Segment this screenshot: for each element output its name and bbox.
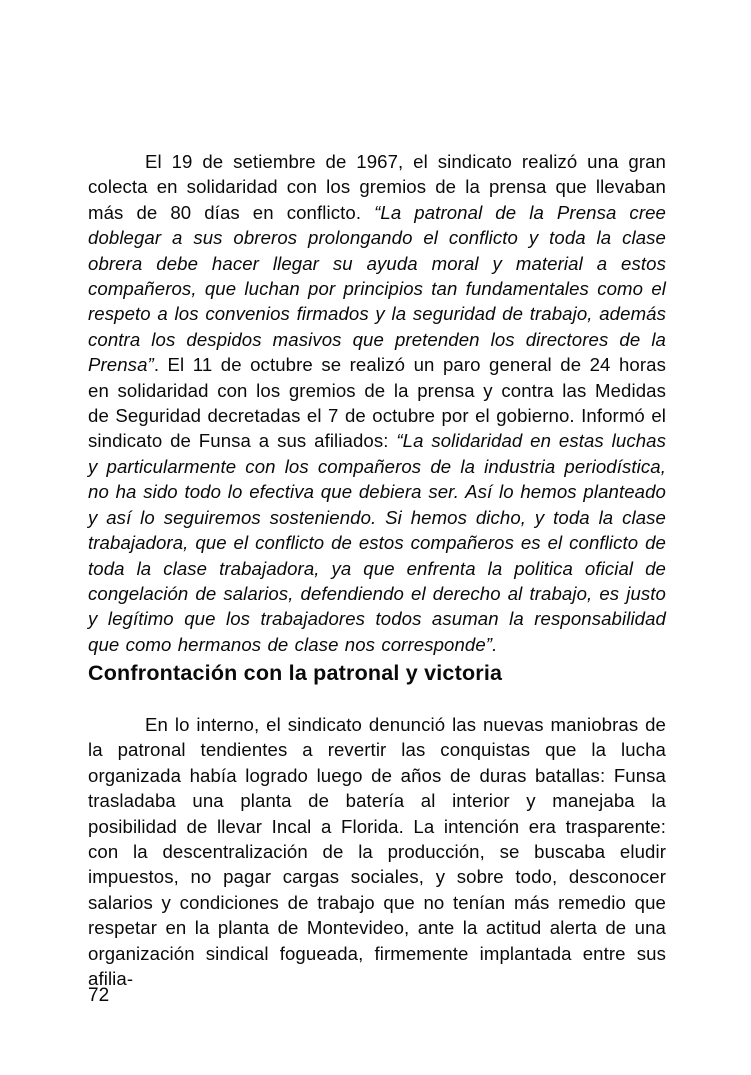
text-segment-normal: . El 11 de octubre se realizó un paro general de 24 horas en solidaridad con los gremios de la prensa y contra las Medidas de Seguridad decretadas el 7 de octubre por el gobierno. Informó el sindicato de Funsa a sus afiliados:: [88, 354, 666, 452]
text-segment-normal: El 19 de setiembre de 1967, el sindicato realizó una gran colecta en solidaridad con los gremios de la prensa que llevaban más de 80 días en conflicto.: [88, 151, 666, 223]
text-segment-italic: “La patronal de la Prensa cree doblegar a sus obreros prolongando el conflicto y toda la clase obrera debe hacer llegar su ayuda moral y material a estos compañeros, que luchan por principios tan fundamentales como el respeto a los convenios firmados y la seguridad de trabajo, además contra los despidos masivos que pretenden los directores de la Prensa”: [88, 201, 667, 376]
paragraph-solidarity-campaign: [88, 149, 666, 657]
text-segment-italic: “La solidaridad en estas luchas y particularmente con los compañeros de la industria periodística, no ha sido todo lo efectiva que debiera ser. Así lo hemos planteado y así lo seguiremos sosteniendo. Si hemos dicho, y toda la clase trabajadora, que el conflicto de estos compañeros es el conflicto de toda la clase trabajadora, ya que enfrenta la politica oficial de congelación de salarios, defendiendo el derecho al trabajo, es justo y legítimo que los trabajadores todos asuman la responsabilidad que como hermanos de clase nos corresponde”.: [88, 430, 666, 655]
paragraph-confrontation: En lo interno, el sindicato denunció las nuevas maniobras de la patronal tendientes a revertir las conquistas que la lucha organizada había logrado luego de años de duras batallas: Funsa trasladaba una planta de batería al interior y manejaba la posibilidad de llevar Incal a Florida. La intención era trasparente: con la descentralización de la producción, se buscaba eludir impuestos, no pagar cargas sociales, y sobre todo, desconocer salarios y condiciones de trabajo que no tenían más remedio que respetar en la planta de Montevideo, ante la actitud alerta de una organización sindical fogueada, firmemente implantada entre sus afilia-: [88, 714, 666, 990]
page-number: 72: [88, 985, 110, 1006]
section-heading: Confrontación con la patronal y victoria: [88, 661, 503, 685]
